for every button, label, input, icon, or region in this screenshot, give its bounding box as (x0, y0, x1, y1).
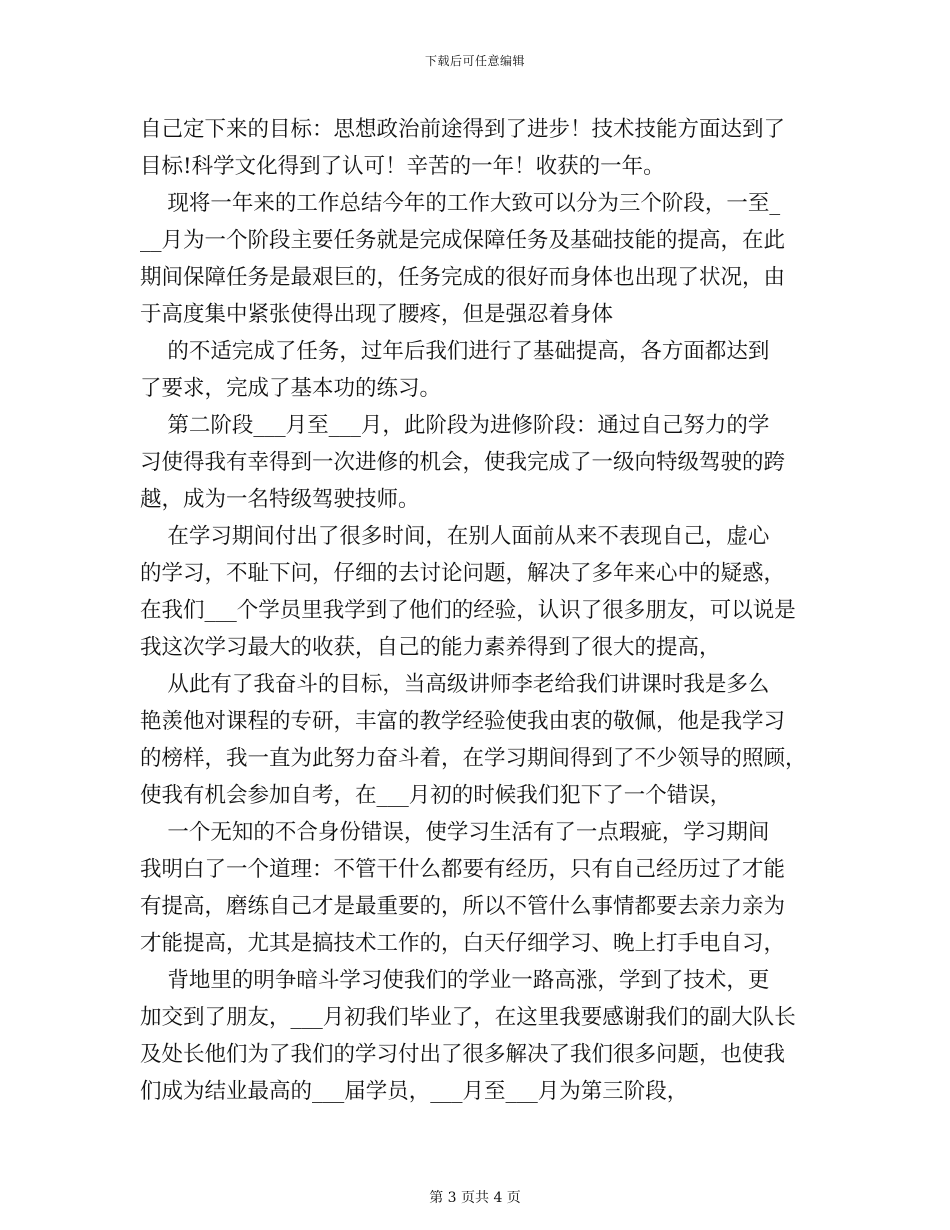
text-line: 艳羡他对课程的专研，丰富的教学经验使我由衷的敬佩，他是我学习 (140, 709, 786, 734)
page-number: 第 3 页共 4 页 (429, 1190, 521, 1206)
document-body (140, 111, 830, 1110)
text-line: 们成为结业最高的___届学员，___月至___月为第三阶段， (140, 1079, 689, 1104)
text-line: 加交到了朋友，___月初我们毕业了，在这里我要感谢我们的副大队长 (140, 1005, 796, 1030)
text-line: 有提高，磨练自己才是最重要的，所以不管什么事情都要去亲力亲为 (140, 894, 786, 919)
text-line: 目标!科学文化得到了认可！辛苦的一年！收获的一年。 (140, 154, 665, 179)
text-line: 习使得我有幸得到一次进修的机会，使我完成了一级向特级驾驶的跨 (140, 450, 786, 475)
text-line: 我明白了一个道理：不管干什么都要有经历，只有自己经历过了才能 (140, 857, 786, 882)
text-line: 期间保障任务是最艰巨的，任务完成的很好而身体也出现了状况，由 (140, 265, 786, 290)
text-line: 第二阶段___月至___月，此阶段为进修阶段：通过自己努力的学 (140, 413, 770, 438)
text-line: 于高度集中紧张使得出现了腰疼，但是强忍着身体 (140, 302, 614, 327)
text-line: __月为一个阶段主要任务就是完成保障任务及基础技能的提高，在此 (140, 228, 786, 253)
page-header: 下载后可任意编辑 (424, 54, 525, 68)
text-line: 的榜样，我一直为此努力奋斗着，在学习期间得到了不少领导的照顾， (140, 746, 807, 771)
text-line: 我这次学习最大的收获，自己的能力素养得到了很大的提高， (140, 635, 721, 660)
text-line: 使我有机会参加自考，在___月初的时候我们犯下了一个错误， (140, 783, 732, 808)
text-line: 越，成为一名特级驾驶技师。 (140, 487, 420, 512)
text-line: 一个无知的不合身份错误，使学习生活有了一点瑕疵，学习期间 (140, 820, 770, 845)
text-line: 才能提高，尤其是搞技术工作的，白天仔细学习、晚上打手电自习， (140, 931, 786, 956)
text-line: 自己定下来的目标：思想政治前途得到了进步！技术技能方面达到了 (140, 117, 786, 142)
text-line: 在我们___个学员里我学到了他们的经验，认识了很多朋友，可以说是 (140, 598, 796, 623)
text-line: 的学习，不耻下问，仔细的去讨论问题，解决了多年来心中的疑惑， (140, 561, 786, 586)
text-line: 从此有了我奋斗的目标，当高级讲师李老给我们讲课时我是多么 (140, 672, 770, 697)
text-line: 的不适完成了任务，过年后我们进行了基础提高，各方面都达到 (140, 339, 770, 364)
text-line: 背地里的明争暗斗学习使我们的学业一路高涨，学到了技术，更 (140, 968, 770, 993)
text-line: 了要求，完成了基本功的练习。 (140, 376, 442, 401)
text-line: 现将一年来的工作总结今年的工作大致可以分为三个阶段，一至_ (140, 191, 781, 216)
text-line: 在学习期间付出了很多时间，在别人面前从来不表现自己，虚心 (140, 524, 770, 549)
text-line: 及处长他们为了我们的学习付出了很多解决了我们很多问题，也使我 (140, 1042, 786, 1067)
